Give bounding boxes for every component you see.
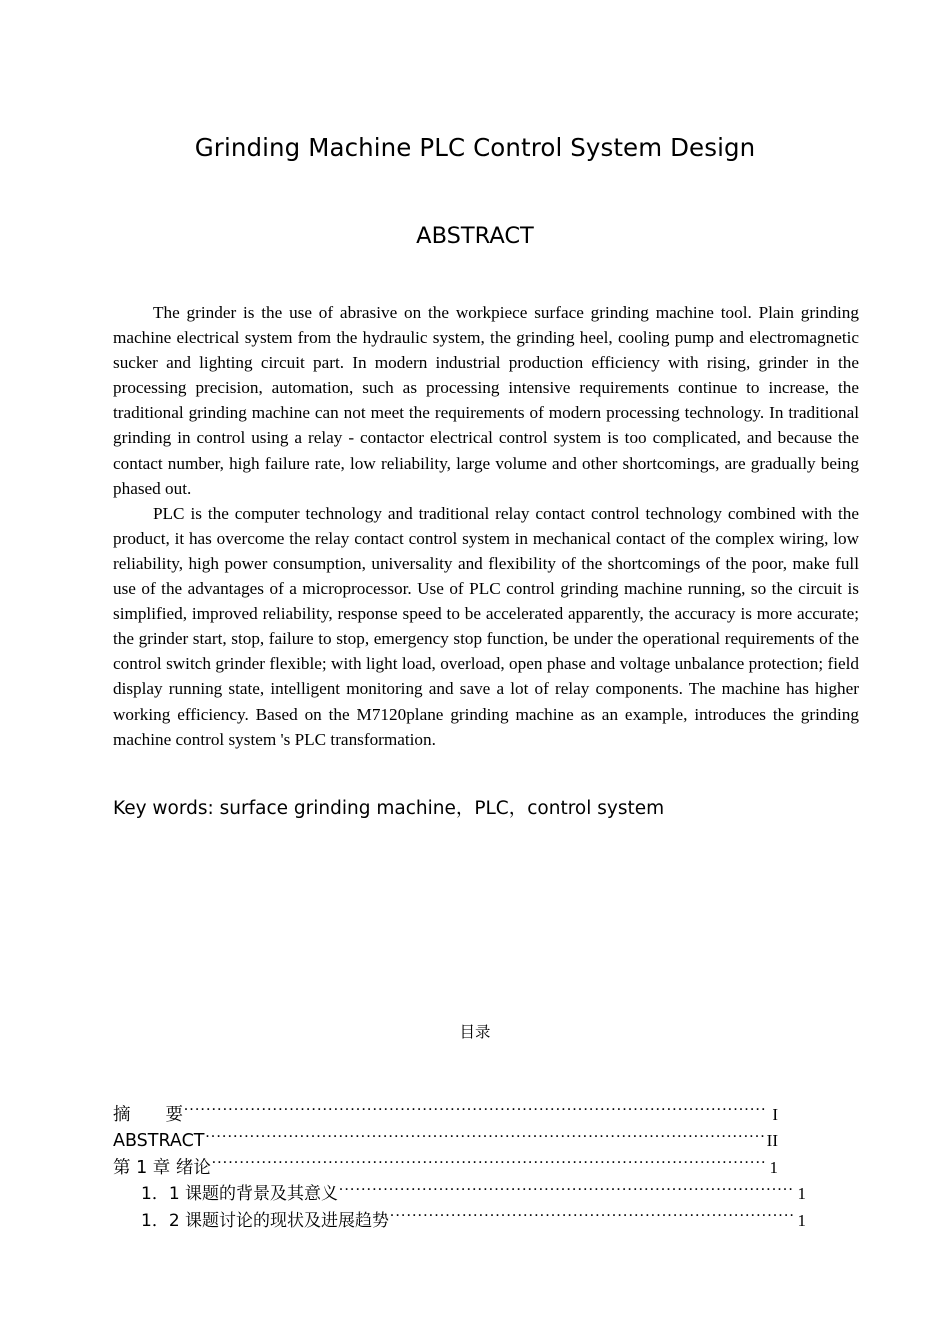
toc-heading: 目录 [459,1024,491,1041]
toc-entry-label: ABSTRACT [113,1131,205,1152]
table-of-contents [113,1102,806,1234]
toc-dot-leader [206,1129,766,1147]
toc-dot-leader [184,1103,767,1121]
toc-entry-label: 第 1 章 绪论 [113,1157,211,1178]
toc-entry[interactable] [113,1155,778,1181]
abstract-paragraph-1: The grinder is the use of abrasive on the workpiece surface grinding machine tool. Plain grinding machine electrical system from the hydraulic system, the grinding heel, cooling pump and electromagnetic sucker and lighting circuit part. In modern industrial production efficiency with rising, grinder in the processing precision, automation, such as processing intensive requirements continue to increase, the traditional grinding machine can not meet the requirements of modern processing technology. In traditional grinding in control using a relay - contactor electrical control system is too complicated, and because the contact number, high failure rate, low reliability, large volume and other shortcomings, are gradually being phased out. [113,303,859,498]
toc-entry-page: II [766,1131,778,1151]
toc-entry-label: 摘 要 [113,1105,183,1125]
toc-entry[interactable] [113,1102,778,1128]
toc-entry-label: 1．2 课题讨论的现状及进展趋势 [141,1210,390,1231]
abstract-body [113,300,859,752]
toc-entry-label: 1．1 课题的背景及其意义 [141,1184,339,1205]
toc-entry-page: I [772,1105,778,1124]
toc-entry[interactable] [113,1128,778,1154]
toc-dot-leader [390,1209,795,1226]
toc-entry-page: 1 [797,1210,806,1230]
toc-dot-leader [212,1155,767,1173]
toc-dot-leader [339,1182,795,1199]
abstract-paragraph-2: PLC is the computer technology and traditional relay contact control technology combined with the product, it has overcome the relay contact control system in mechanical contact of the complex wiring, low reliability, high power consumption, universality and flexibility of the shortcomings of the poor, make full use of the advantages of a microprocessor. Use of PLC control grinding machine running, so the circuit is simplified, improved reliability, response speed to be accelerated apparently, the accuracy is more accurate; the grinder start, stop, failure to stop, emergency stop function, be under the operational requirements of the control switch grinder flexible; with light load, overload, open phase and voltage unbalance protection; field display running state, intelligent monitoring and save a lot of relay components. The machine has higher working efficiency. Based on the M7120plane grinding machine as an example, introduces the grinding machine control system 's PLC transformation. [113,503,859,749]
toc-entry-page: 1 [797,1184,806,1204]
toc-entry-page: 1 [769,1157,778,1177]
page-title: Grinding Machine PLC Control System Design [194,133,756,162]
abstract-heading: ABSTRACT [416,223,534,249]
toc-entry[interactable] [113,1181,806,1207]
toc-entry[interactable] [113,1208,806,1234]
keywords-line: Key words: surface grinding machine，PLC，control system [113,798,665,819]
